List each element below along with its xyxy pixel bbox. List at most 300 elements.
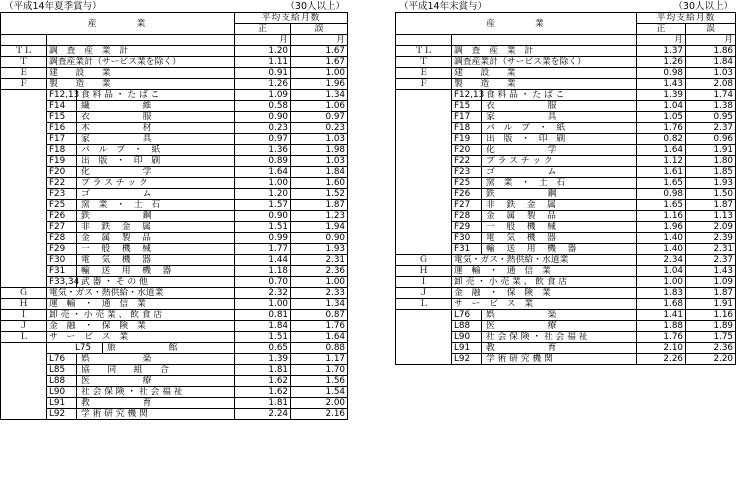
industry-name: 学 術 研 究 機 関: [486, 354, 553, 364]
correct-value: 1.51: [235, 332, 291, 343]
industry-name: 調査産業計（サービス業を除く）: [452, 57, 637, 68]
industry-code: [396, 211, 452, 222]
industry-code: [396, 112, 452, 123]
industry-name: 窯 業 ・ 土 石: [81, 200, 161, 210]
error-value: 0.87: [291, 310, 348, 321]
industry-code: [1, 112, 47, 123]
correct-value: 0.23: [235, 123, 291, 134]
sub-industry-code: F28: [452, 211, 482, 221]
error-value: 1.70: [291, 365, 348, 376]
sub-industry-code: F26: [452, 189, 482, 199]
industry-code: [1, 387, 47, 398]
table-row: [396, 310, 736, 321]
sub-industry-code: F16: [47, 123, 77, 133]
table-row: [396, 244, 736, 255]
correct-value: 1.16: [637, 211, 686, 222]
error-value: 2.20: [686, 354, 736, 365]
sub-industry-code: L88: [47, 376, 77, 386]
industry-name: 衣 服: [81, 112, 152, 122]
error-value: 2.36: [686, 343, 736, 354]
industry-code: [396, 134, 452, 145]
industry-code: Ｅ: [396, 68, 452, 79]
industry-name: 調査産業計（サービス業を除く）: [47, 57, 235, 68]
correct-value: 1.40: [637, 244, 686, 255]
industry-name: 輸 送 用 機 器: [81, 266, 172, 276]
error-value: 1.76: [291, 321, 348, 332]
error-value: 0.23: [291, 123, 348, 134]
industry-code: [1, 244, 47, 255]
correct-value: 1.26: [637, 57, 686, 68]
error-value: 0.90: [291, 233, 348, 244]
sub-industry-code: L90: [47, 387, 77, 397]
sub-industry-code: F23: [47, 189, 77, 199]
correct-value: 1.76: [637, 123, 686, 134]
correct-value: 1.36: [235, 145, 291, 156]
industry-code: Ｇ: [1, 288, 47, 299]
industry-name: 金 属 製 品: [486, 211, 556, 221]
industry-code: [396, 145, 452, 156]
industry-code: [396, 167, 452, 178]
table-row: [1, 398, 348, 409]
table-row: [396, 332, 736, 343]
correct-value: 1.61: [637, 167, 686, 178]
industry-name: 調 査 産 業 計: [47, 46, 235, 57]
sub-industry-code: F18: [452, 123, 482, 133]
error-value: 1.50: [686, 189, 736, 200]
correct-value: 1.62: [235, 387, 291, 398]
industry-name: 医 療: [486, 321, 557, 331]
error-value: 1.06: [291, 101, 348, 112]
error-value: 1.09: [686, 277, 736, 288]
industry-name: 旅 館: [107, 343, 178, 353]
correct-value: 1.40: [637, 233, 686, 244]
correct-value: 1.26: [235, 79, 291, 90]
industry-code: [1, 343, 47, 354]
industry-code: Ｔ: [396, 57, 452, 68]
industry-name: プ ラ ス チ ッ ク: [486, 156, 553, 166]
error-value: 1.74: [686, 90, 736, 101]
industry-code: [396, 222, 452, 233]
industry-name: 木 材: [81, 123, 152, 133]
correct-value: 1.65: [637, 178, 686, 189]
sub-industry-code: L88: [452, 321, 482, 331]
unit-label: 月: [291, 35, 348, 46]
correct-value: 1.62: [235, 376, 291, 387]
table-row: [1, 266, 348, 277]
sub-industry-code: F30: [452, 233, 482, 243]
industry-name: 非 鉄 金 属: [81, 222, 151, 232]
correct-value: 1.81: [235, 365, 291, 376]
error-value: 1.80: [686, 156, 736, 167]
error-value: 1.67: [291, 57, 348, 68]
industry-code: [396, 343, 452, 354]
industry-code: [396, 101, 452, 112]
industry-code: [1, 123, 47, 134]
table-row: [1, 233, 348, 244]
industry-code: [1, 145, 47, 156]
correct-value: 1.77: [235, 244, 291, 255]
sub-industry-code: F19: [47, 156, 77, 166]
industry-code: [1, 398, 47, 409]
industry-code: [396, 332, 452, 343]
table-row: [1, 277, 348, 288]
industry-code: Ｉ: [396, 277, 452, 288]
industry-code: [1, 365, 47, 376]
error-value: 1.23: [291, 211, 348, 222]
industry-name: 出 版 ・ 印 刷: [486, 134, 566, 144]
industry-code: Ｊ: [1, 321, 47, 332]
industry-name: 建 設 業: [47, 68, 235, 79]
correct-value: 0.98: [637, 189, 686, 200]
industry-name: ゴ ム: [81, 189, 152, 199]
table-row: [1, 156, 348, 167]
industry-name: 調 査 産 業 計: [452, 46, 637, 57]
correct-value: 2.26: [637, 354, 686, 365]
industry-code: [1, 376, 47, 387]
correct-value: 1.18: [235, 266, 291, 277]
sub-industry-code: F15: [47, 112, 77, 122]
header-avg-months: 平均支給月数: [235, 13, 348, 24]
correct-value: 1.88: [637, 321, 686, 332]
table-row: [396, 167, 736, 178]
error-value: 1.03: [291, 156, 348, 167]
yearend-caption-scope: （30人以上）: [673, 1, 733, 12]
error-value: 1.17: [291, 354, 348, 365]
industry-name: サ ー ビ ス 業: [452, 299, 637, 310]
correct-value: 2.24: [235, 409, 291, 420]
correct-value: 2.32: [235, 288, 291, 299]
error-value: 1.38: [686, 101, 736, 112]
error-value: 1.93: [686, 178, 736, 189]
summer-caption-scope: （30人以上）: [285, 1, 345, 12]
header-industry: 産業: [396, 13, 637, 35]
correct-value: 0.90: [235, 112, 291, 123]
industry-name: ゴ ム: [486, 167, 557, 177]
table-row: [396, 57, 736, 68]
sub-industry-code: F14: [47, 101, 77, 111]
sub-industry-code: L92: [452, 354, 482, 364]
sub-industry-code: F25: [47, 200, 77, 210]
header-correct: 正: [235, 24, 291, 35]
industry-name: サ ー ビ ス 業: [47, 332, 235, 343]
table-row: [1, 365, 348, 376]
sub-industry-code: F27: [452, 200, 482, 210]
error-value: 2.31: [686, 244, 736, 255]
sub-industry-code: F20: [47, 167, 77, 177]
table-row: [1, 101, 348, 112]
error-value: 1.86: [686, 46, 736, 57]
sub-industry-code: L90: [452, 332, 482, 342]
error-value: 1.87: [291, 200, 348, 211]
industry-name: 衣 服: [486, 101, 557, 111]
table-row: [396, 189, 736, 200]
sub-industry-code: L75: [73, 343, 103, 353]
industry-name: パ ル プ ・ 紙: [81, 145, 161, 155]
industry-code: Ｅ: [1, 68, 47, 79]
correct-value: 1.68: [637, 299, 686, 310]
sub-industry-code: F27: [47, 222, 77, 232]
table-row: [396, 68, 736, 79]
table-row: [1, 68, 348, 79]
sub-industry-code: F29: [47, 244, 77, 254]
industry-name: 鉄 鋼: [486, 189, 557, 199]
table-row: [1, 46, 348, 57]
sub-industry-code: F20: [452, 145, 482, 155]
error-value: 1.84: [291, 167, 348, 178]
industry-name: 電 気 機 器: [81, 255, 151, 265]
table-row: [1, 79, 348, 90]
industry-code: [1, 222, 47, 233]
industry-name: 武 器 ・ そ の 他: [81, 277, 148, 287]
correct-value: 1.11: [235, 57, 291, 68]
industry-name: 娯 楽: [81, 354, 152, 364]
table-row: [1, 222, 348, 233]
industry-code: [396, 233, 452, 244]
yearend-rows: [396, 46, 736, 365]
table-row: [396, 178, 736, 189]
table-row: [396, 123, 736, 134]
correct-value: 1.09: [235, 90, 291, 101]
industry-code: [1, 200, 47, 211]
industry-name: 社 会 保 険 ・ 社 会 福 祉: [486, 332, 588, 342]
sub-industry-code: F15: [452, 101, 482, 111]
industry-code: [396, 123, 452, 134]
industry-name: 娯 楽: [486, 310, 557, 320]
error-value: 1.75: [686, 332, 736, 343]
error-value: 1.16: [686, 310, 736, 321]
industry-code: [396, 354, 452, 365]
correct-value: 0.81: [235, 310, 291, 321]
correct-value: 0.89: [235, 156, 291, 167]
table-row: [1, 332, 348, 343]
correct-value: 1.76: [637, 332, 686, 343]
industry-code: ＴＬ: [396, 46, 452, 57]
industry-code: Ｇ: [396, 255, 452, 266]
header-industry: 産業: [1, 13, 235, 35]
table-row: [1, 409, 348, 420]
summer-rows: [1, 46, 348, 420]
table-row: [396, 288, 736, 299]
industry-name: 教 育: [81, 398, 152, 408]
table-row: [1, 145, 348, 156]
industry-name: プ ラ ス チ ッ ク: [81, 178, 148, 188]
industry-code: [1, 101, 47, 112]
correct-value: 1.57: [235, 200, 291, 211]
error-value: 1.91: [686, 145, 736, 156]
industry-name: 電気・ガス・熱供給・水道業: [47, 288, 235, 299]
sub-industry-code: F28: [47, 233, 77, 243]
correct-value: 1.83: [637, 288, 686, 299]
table-row: [1, 178, 348, 189]
summer-caption-title: （平成14年夏季賞与）: [4, 1, 102, 12]
table-row: [396, 321, 736, 332]
industry-name: 窯 業 ・ 土 石: [486, 178, 566, 188]
error-value: 1.60: [291, 178, 348, 189]
industry-code: [1, 134, 47, 145]
table-row: [396, 145, 736, 156]
error-value: 2.37: [686, 255, 736, 266]
industry-name: 協 同 組 合: [81, 365, 169, 375]
table-row: [396, 156, 736, 167]
correct-value: 1.84: [235, 321, 291, 332]
correct-value: 0.58: [235, 101, 291, 112]
table-row: [1, 255, 348, 266]
industry-code: Ｆ: [396, 79, 452, 90]
sub-industry-code: L91: [47, 398, 77, 408]
error-value: 1.67: [291, 46, 348, 57]
industry-code: [396, 321, 452, 332]
table-row: [1, 90, 348, 101]
correct-value: 0.97: [235, 134, 291, 145]
table-row: [396, 222, 736, 233]
unit-label: 月: [637, 35, 686, 46]
industry-name: 繊 維: [81, 101, 152, 111]
correct-value: 1.96: [637, 222, 686, 233]
industry-code: [396, 90, 452, 101]
industry-name: パ ル プ ・ 紙: [486, 123, 566, 133]
sub-industry-code: F26: [47, 211, 77, 221]
correct-value: 1.12: [637, 156, 686, 167]
error-value: 0.95: [686, 112, 736, 123]
table-row: [396, 101, 736, 112]
error-value: 2.00: [291, 398, 348, 409]
table-row: [1, 310, 348, 321]
industry-code: Ｈ: [396, 266, 452, 277]
error-value: 1.84: [686, 57, 736, 68]
table-row: [396, 343, 736, 354]
header-error: 誤: [686, 24, 736, 35]
industry-name: 非 鉄 金 属: [486, 200, 556, 210]
yearend-bonus-table: [395, 12, 736, 365]
table-row: [396, 46, 736, 57]
industry-name: 鉄 鋼: [81, 211, 152, 221]
summer-bonus-panel: [0, 0, 347, 501]
table-row: [1, 343, 348, 354]
industry-code: [1, 233, 47, 244]
correct-value: 1.81: [235, 398, 291, 409]
table-row: [1, 134, 348, 145]
error-value: 1.87: [686, 288, 736, 299]
correct-value: 1.00: [637, 277, 686, 288]
error-value: 1.96: [291, 79, 348, 90]
industry-code: Ｆ: [1, 79, 47, 90]
correct-value: 1.65: [637, 200, 686, 211]
industry-name: 金 属 製 品: [81, 233, 151, 243]
industry-name: 一 般 機 械: [486, 222, 556, 232]
header-avg-months: 平均支給月数: [637, 13, 736, 24]
error-value: 1.34: [291, 299, 348, 310]
error-value: 1.93: [291, 244, 348, 255]
correct-value: 1.20: [235, 189, 291, 200]
table-row: [1, 200, 348, 211]
industry-code: [396, 189, 452, 200]
sub-industry-code: F19: [452, 134, 482, 144]
industry-name: 製 造 業: [452, 79, 637, 90]
yearend-bonus-panel: [395, 0, 735, 501]
summer-bonus-table: [0, 12, 348, 420]
table-row: [1, 387, 348, 398]
industry-code: [1, 409, 47, 420]
error-value: 1.00: [291, 68, 348, 79]
table-row: [396, 233, 736, 244]
table-row: [396, 200, 736, 211]
sub-industry-code: F30: [47, 255, 77, 265]
correct-value: 0.90: [235, 211, 291, 222]
sub-industry-code: F12,13: [454, 90, 485, 100]
correct-value: 1.37: [637, 46, 686, 57]
industry-name: 化 学: [81, 167, 152, 177]
table-row: [1, 112, 348, 123]
error-value: 1.54: [291, 387, 348, 398]
table-row: [1, 376, 348, 387]
industry-code: ＴＬ: [1, 46, 47, 57]
error-value: 1.85: [686, 167, 736, 178]
industry-code: [396, 244, 452, 255]
industry-name: 電気・ガス・熱供給・水道業: [452, 255, 637, 266]
table-row: [396, 299, 736, 310]
correct-value: 1.04: [637, 101, 686, 112]
industry-code: Ｔ: [1, 57, 47, 68]
error-value: 1.64: [291, 332, 348, 343]
error-value: 1.52: [291, 189, 348, 200]
industry-code: [1, 156, 47, 167]
correct-value: 0.98: [637, 68, 686, 79]
industry-code: [1, 90, 47, 101]
industry-name: 化 学: [486, 145, 557, 155]
error-value: 1.94: [291, 222, 348, 233]
correct-value: 1.64: [235, 167, 291, 178]
error-value: 1.91: [686, 299, 736, 310]
sub-industry-code: L76: [452, 310, 482, 320]
sub-industry-code: L76: [47, 354, 77, 364]
correct-value: 1.00: [235, 299, 291, 310]
table-row: [396, 266, 736, 277]
industry-name: 食 料 品 ・ た ば こ: [81, 90, 160, 100]
sub-industry-code: F17: [452, 112, 482, 122]
header-correct: 正: [637, 24, 686, 35]
sub-industry-code: F31: [452, 244, 482, 254]
error-value: 0.96: [686, 134, 736, 145]
industry-name: 運 輸 ・ 通 信 業: [452, 266, 637, 277]
sub-industry-code: F33,34: [49, 277, 80, 287]
error-value: 1.03: [686, 68, 736, 79]
correct-value: 1.44: [235, 255, 291, 266]
correct-value: 1.41: [637, 310, 686, 321]
industry-name: 食 料 品 ・ た ば こ: [486, 90, 565, 100]
unit-label: 月: [235, 35, 291, 46]
correct-value: 2.10: [637, 343, 686, 354]
error-value: 2.09: [686, 222, 736, 233]
table-row: [1, 288, 348, 299]
sub-industry-code: L85: [47, 365, 77, 375]
correct-value: 0.82: [637, 134, 686, 145]
table-row: [1, 189, 348, 200]
error-value: 2.31: [291, 255, 348, 266]
industry-name: 輸 送 用 機 器: [486, 244, 577, 254]
industry-name: 金 融 ・ 保 険 業: [452, 288, 637, 299]
table-row: [1, 244, 348, 255]
industry-code: [1, 354, 47, 365]
error-value: 1.87: [686, 200, 736, 211]
industry-name: 一 般 機 械: [81, 244, 151, 254]
industry-code: Ｌ: [1, 332, 47, 343]
industry-name: 建 設 業: [452, 68, 637, 79]
error-value: 1.98: [291, 145, 348, 156]
error-value: 1.43: [686, 266, 736, 277]
sub-industry-code: F12,13: [49, 90, 80, 100]
error-value: 2.37: [686, 123, 736, 134]
industry-code: [396, 178, 452, 189]
